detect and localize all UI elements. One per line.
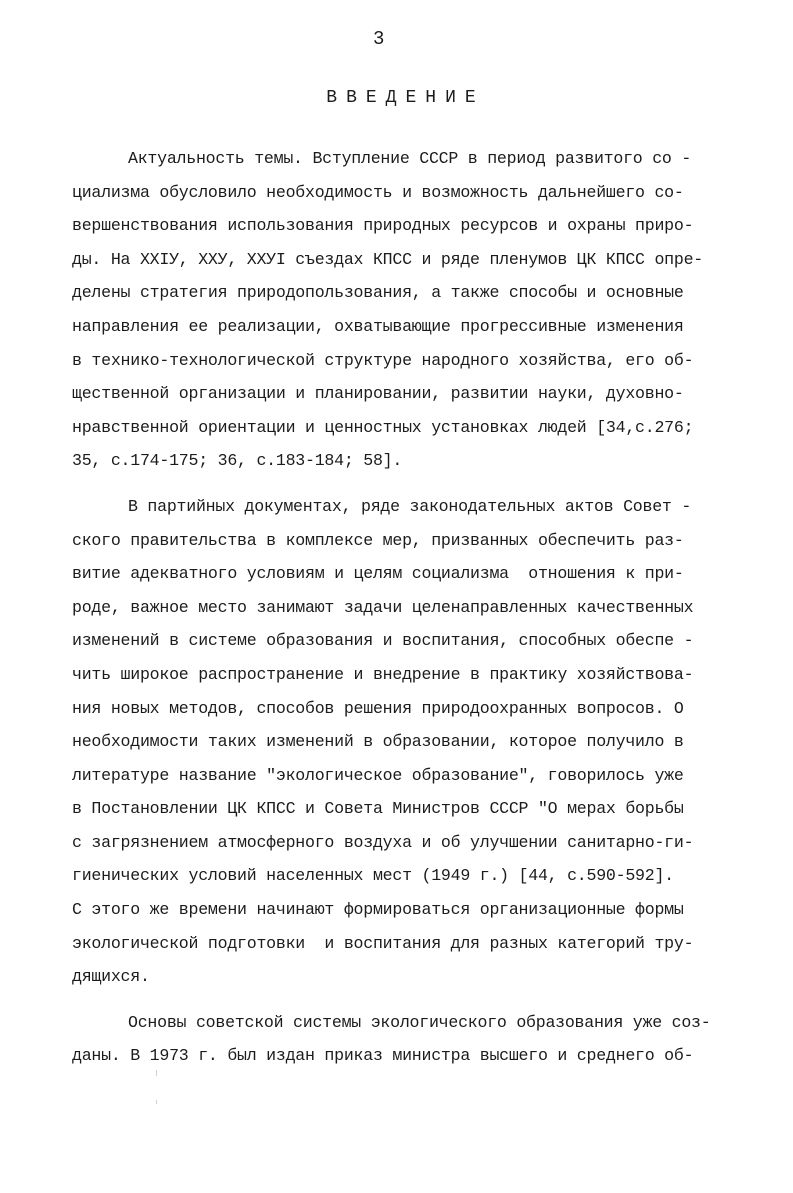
text-line: щественной организации и планировании, развитии науки, духовно- [72,384,684,404]
text-line: В партийных документах, ряде законодательных актов Совет - [128,496,692,516]
text-line: необходимости таких изменений в образовании, которое получило в [72,732,684,752]
section-heading: ВВЕДЕНИЕ [326,88,485,108]
text-line: ского правительства в комплексе мер, призванных обеспечить раз- [72,530,684,550]
text-line: даны. В 1973 г. был издан приказ министра высшего и среднего об- [72,1046,694,1066]
text-line: ды. На XXIУ, XXУ, XXУI съездах КПСС и ряде пленумов ЦК КПСС опре- [72,249,704,269]
text-line: Основы советской системы экологического образования уже соз- [128,1012,711,1032]
text-line: 35, с.174-175; 36, с.183-184; 58]. [72,451,403,471]
text-line: чить широкое распространение и внедрение в практику хозяйствова- [72,664,694,684]
scan-speck [156,1070,157,1076]
scan-speck [156,1100,157,1104]
text-line: в Постановлении ЦК КПСС и Совета Министров СССР "О мерах борьбы [72,799,684,819]
text-line: С этого же времени начинают формироваться организационные формы [72,900,684,920]
text-line: дящихся. [72,967,150,987]
text-line: изменений в системе образования и воспитания, способных обеспе - [72,631,694,651]
text-line: литературе название "экологическое образование", говорилось уже [72,765,684,785]
text-line: роде, важное место занимают задачи целенаправленных качественных [72,597,694,617]
text-line: направления ее реализации, охватывающие прогрессивные изменения [72,316,684,336]
paragraph [72,490,762,994]
text-line: ния новых методов, способов решения природоохранных вопросов. О [72,698,684,718]
paragraph-gap [72,478,762,490]
text-line: в технико-технологической структуре народного хозяйства, его об- [72,350,694,370]
text-line: вершенствования использования природных ресурсов и охраны приро- [72,216,694,236]
paragraph-gap [72,994,762,1006]
text-line: циализма обусловило необходимость и возможность дальнейшего со- [72,182,684,202]
text-line: витие адекватного условиям и целям социализма отношения к при- [72,564,684,584]
body-text [72,142,762,1073]
text-line: с загрязнением атмосферного воздуха и об улучшении санитарно-ги- [72,832,694,852]
text-line: нравственной ориентации и ценностных установках людей [34,с.276; [72,417,694,437]
text-line: экологической подготовки и воспитания для разных категорий тру- [72,933,694,953]
paragraph [72,142,762,478]
text-line: гиенических условий населенных мест (1949 г.) [44, с.590-592]. [72,866,674,886]
page-number: 3 [373,28,385,50]
text-line: делены стратегия природопользования, а также способы и основные [72,283,684,303]
paragraph [72,1006,762,1073]
text-line: Актуальность темы. Вступление СССР в период развитого со - [128,149,692,168]
